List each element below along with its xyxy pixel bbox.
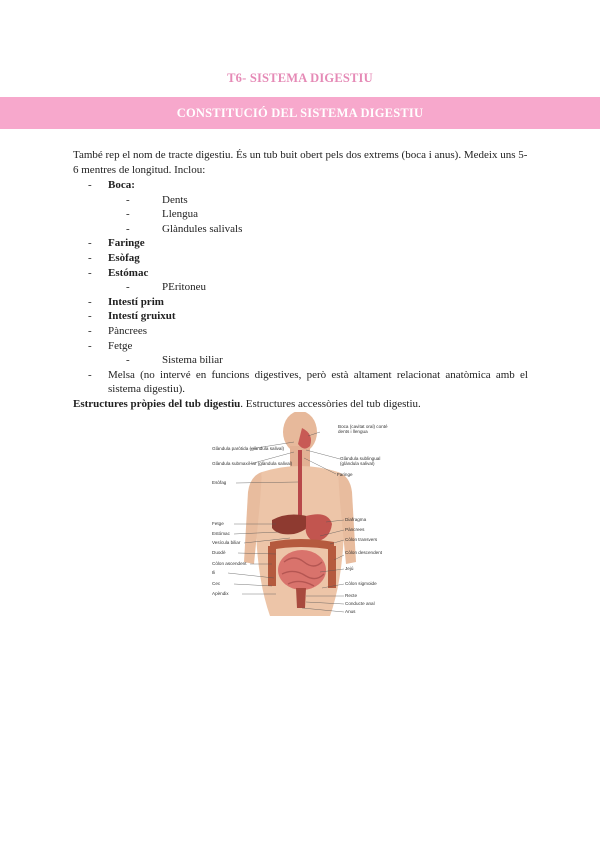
list-item: [88, 251, 528, 266]
list-item-label: Faringe: [108, 237, 145, 250]
figure-label: Vesícula biliar: [212, 540, 241, 545]
list-dash: -: [88, 310, 92, 323]
figure-label: Còlon ascendent: [212, 561, 247, 566]
list-item-label: Boca:: [108, 179, 135, 191]
list-item: [88, 295, 528, 310]
figure-label: Pàncrees: [345, 527, 365, 532]
sublist-item-label: Sistema biliar: [162, 354, 223, 367]
figure-label: Duodè: [212, 550, 226, 555]
list-item: [88, 368, 528, 397]
sublist: [108, 353, 528, 368]
structures-paragraph: [73, 397, 528, 411]
sublist-item-label: PEritoneu: [162, 281, 206, 294]
list-item-label: Estómac: [108, 266, 149, 279]
figure-label: Recte: [345, 593, 358, 598]
list-item: [88, 178, 528, 236]
sublist-item-label: Llengua: [162, 208, 199, 221]
list-dash: -: [88, 179, 92, 191]
list-item-label: Intestí gruixut: [108, 310, 176, 323]
list-dash: -: [126, 281, 130, 294]
figure-label: Còlon sigmoide: [345, 581, 377, 586]
structures-bold: Estructures pròpies del tub digestiu: [73, 398, 241, 410]
section-title: CONSTITUCIÓ DEL SISTEMA DIGESTIU: [176, 106, 424, 120]
figure-label: Faringe: [337, 472, 353, 477]
figure-label: Glàndula sublingual (glàndula salival): [340, 456, 381, 467]
list-dash: -: [126, 208, 130, 221]
figure-label: Còlon descendent: [345, 550, 383, 555]
figure-label: Estómac: [212, 531, 230, 536]
figure-label: Esòfag: [212, 480, 227, 485]
figure-label: Conducte anal: [345, 601, 375, 606]
sublist-item: [126, 193, 528, 208]
figure-label: Boca (cavitat oral) conté dents i llengua: [338, 424, 388, 435]
figure-label: Ili: [212, 570, 216, 575]
list-dash: -: [88, 237, 92, 250]
list-dash: -: [88, 339, 92, 352]
list-item: [88, 324, 528, 339]
list-item: [88, 309, 528, 324]
sublist-item: [126, 222, 528, 237]
figure-label: Glàndula submaxil·lar (glàndula salival): [212, 461, 293, 466]
list-dash: -: [88, 266, 92, 279]
figure-label: Anus: [345, 609, 356, 614]
sublist: [108, 280, 528, 295]
page-title: T6- SISTEMA DIGESTIU: [227, 71, 373, 85]
sublist-item: [126, 280, 528, 295]
list-item: [88, 339, 528, 368]
sublist-item: [126, 353, 528, 368]
structures-rest: . Estructures accessòries del tub digestiu.: [240, 398, 421, 410]
list-item: [88, 266, 528, 295]
figure-label: Diafragma: [345, 517, 367, 522]
figure-label: Còlon transvers: [345, 537, 378, 542]
sublist: [108, 193, 528, 237]
list-item: [88, 236, 528, 251]
figure-label: Apèndix: [212, 591, 229, 596]
figure-label: Glàndula paròtida (glàndula salival): [212, 446, 285, 451]
list-dash: -: [126, 354, 130, 367]
list-dash: -: [88, 295, 92, 308]
intro-paragraph: També rep el nom de tracte digestiu. És un tub buit obert pels dos extrems (boca i anus). Medeix uns 5-6 mentres de longitud. Inclou:: [73, 149, 528, 176]
list-dash: -: [126, 193, 130, 206]
list-item-label: Fetge: [108, 339, 133, 352]
list-dash: -: [126, 222, 130, 235]
list-item-label: Intestí prim: [108, 295, 164, 308]
list-dash: -: [88, 324, 92, 337]
list-dash: -: [88, 368, 92, 381]
organ-list: [88, 178, 528, 397]
list-item-label: Melsa (no intervé en funcions digestives, però està altament relacionat anatòmica amb el sistema digestiu).: [108, 368, 528, 396]
list-item-label: Pàncrees: [108, 324, 148, 337]
digestive-system-figure: [210, 412, 390, 616]
list-dash: -: [88, 251, 92, 264]
sublist-item-label: Glàndules salivals: [162, 222, 243, 235]
figure-label: Jejú: [345, 566, 354, 571]
sublist-item-label: Dents: [162, 193, 188, 206]
figure-label: Cec: [212, 581, 221, 586]
list-item-label: Esòfag: [108, 251, 140, 264]
sublist-item: [126, 207, 528, 222]
figure-label: Fetge: [212, 521, 224, 526]
